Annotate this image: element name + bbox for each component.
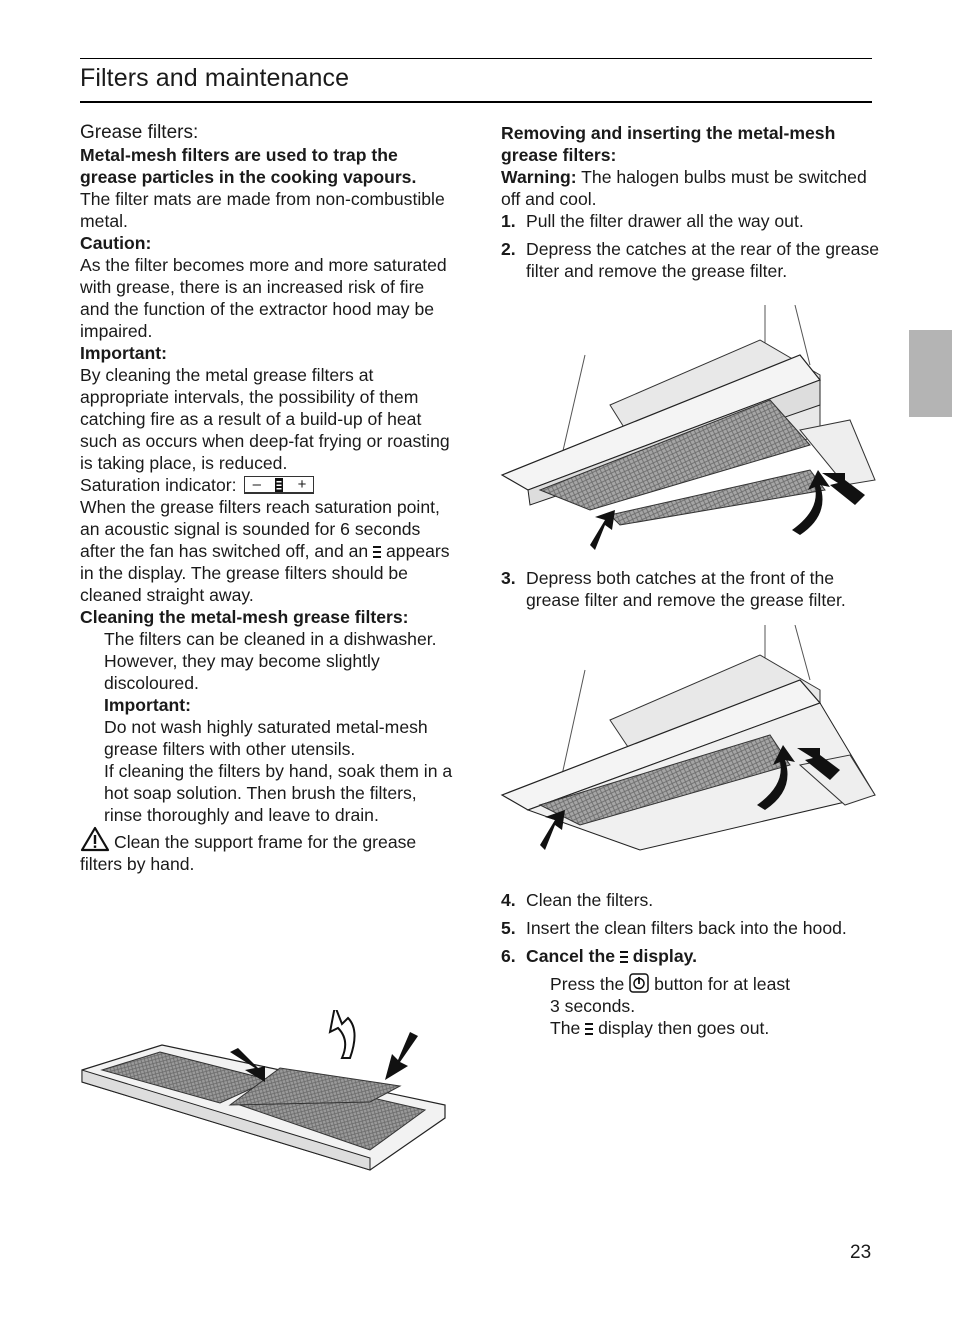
- warning-text: The halogen bulbs must be switched off and cool.: [501, 167, 867, 209]
- page-title: Filters and maintenance: [80, 64, 350, 92]
- step6-label-b: display.: [632, 946, 697, 966]
- saturation-text-a: When the grease filters reach saturation point, an acoustic signal is sounded for 6 seconds after the fan has switched off, and an: [80, 497, 440, 561]
- step-number: 1.: [501, 211, 516, 231]
- support-frame-text: Clean the support frame for the grease filters by hand.: [80, 832, 417, 874]
- saturation-text: [80, 496, 455, 606]
- warning-triangle-icon: [80, 826, 110, 852]
- important-label: Important:: [80, 343, 167, 363]
- caution-text: As the filter becomes more and more saturated with grease, there is an increased risk of fire and the function of the extractor hood may be impaired.: [80, 255, 447, 341]
- right-column: [501, 122, 881, 288]
- saturation-plus: +: [297, 475, 307, 493]
- step6-details: [501, 973, 881, 1039]
- step6-label-a: Cancel the: [526, 946, 615, 966]
- saturation-glyph-icon: [585, 1022, 593, 1036]
- step6-press-line: [550, 973, 881, 995]
- cleaning-heading: Cleaning the metal-mesh grease filters:: [80, 607, 409, 627]
- step-number: 6.: [501, 946, 516, 966]
- list-item: [501, 238, 881, 282]
- step6-the-line: [550, 1017, 881, 1039]
- right-column-step3: [501, 567, 881, 617]
- saturation-indicator-display: [244, 476, 314, 494]
- hood-rear-catches-illustration: [500, 305, 880, 550]
- list-item: [501, 889, 881, 911]
- step6-press-a: Press the: [550, 974, 625, 994]
- header-top-rule: [80, 58, 872, 59]
- step-text: Clean the filters.: [526, 890, 654, 910]
- list-item: [501, 917, 881, 939]
- intro-text: The filter mats are made from non-combustible metal.: [80, 189, 445, 231]
- header-bottom-rule: [80, 101, 872, 103]
- steps-list-b: [501, 889, 881, 967]
- cleaning-text: The filters can be cleaned in a dishwasher. However, they may become slightly discoloured.: [104, 629, 437, 693]
- saturation-label: Saturation indicator:: [80, 475, 237, 495]
- cleaning-important-label: Important:: [104, 695, 191, 715]
- hood-front-catches-illustration: [500, 625, 880, 855]
- saturation-bars-icon: [275, 478, 283, 492]
- caution-label: Caution:: [80, 233, 152, 253]
- saturation-indicator-line: [80, 474, 455, 496]
- step-number: 4.: [501, 890, 516, 910]
- list-item: [501, 567, 881, 611]
- step6-heading: [526, 945, 697, 967]
- grease-filters-heading: Grease filters:: [80, 122, 199, 143]
- step6-the: The: [550, 1018, 581, 1038]
- warning-label: Warning:: [501, 167, 577, 187]
- left-column: [80, 122, 455, 875]
- step-text: Depress the catches at the rear of the grease filter and remove the grease filter.: [526, 239, 880, 281]
- steps-list-a: [501, 210, 881, 282]
- step-number: 5.: [501, 918, 516, 938]
- step-number: 2.: [501, 239, 516, 259]
- list-item: [501, 210, 881, 232]
- support-frame-note: [80, 826, 455, 875]
- saturation-text-b: appears in the display. The grease filters should be cleaned straight away.: [80, 541, 450, 605]
- step6-press-c: 3 seconds.: [550, 996, 636, 1016]
- filter-panels-illustration: [80, 1010, 450, 1175]
- intro-bold: Metal-mesh filters are used to trap the grease particles in the cooking vapours.: [80, 145, 417, 187]
- warning-note: [501, 166, 881, 210]
- step-number: 3.: [501, 568, 516, 588]
- step6-goes-out: display then goes out.: [598, 1018, 770, 1038]
- saturation-glyph-icon: [620, 950, 628, 964]
- page-number: 23: [850, 1242, 872, 1263]
- chapter-tab-marker: [909, 330, 952, 417]
- step-text: Pull the filter drawer all the way out.: [526, 211, 804, 231]
- cleaning-important-text: Do not wash highly saturated metal-mesh grease filters with other utensils.: [104, 717, 428, 759]
- list-item: [501, 945, 881, 967]
- important-text: By cleaning the metal grease filters at appropriate intervals, the possibility of them catching fire as a result of a build-up of heat such as occurs when deep-fat frying or roasting is taking place, is reduced.: [80, 365, 450, 473]
- step6-press-b: button for at least: [654, 974, 791, 994]
- steps-list-3: [501, 567, 881, 611]
- saturation-minus: –: [252, 475, 261, 493]
- power-button-icon: [629, 973, 649, 993]
- step-text: Insert the clean filters back into the hood.: [526, 918, 847, 938]
- saturation-glyph-icon: [373, 545, 381, 559]
- step-text: Depress both catches at the front of the grease filter and remove the grease filter.: [526, 568, 846, 610]
- removing-heading: Removing and inserting the metal-mesh grease filters:: [501, 123, 836, 165]
- hand-cleaning-text: If cleaning the filters by hand, soak them in a hot soap solution. Then brush the filters, rinse thoroughly and leave to drain.: [104, 761, 453, 825]
- right-column-steps-b: [501, 889, 881, 1039]
